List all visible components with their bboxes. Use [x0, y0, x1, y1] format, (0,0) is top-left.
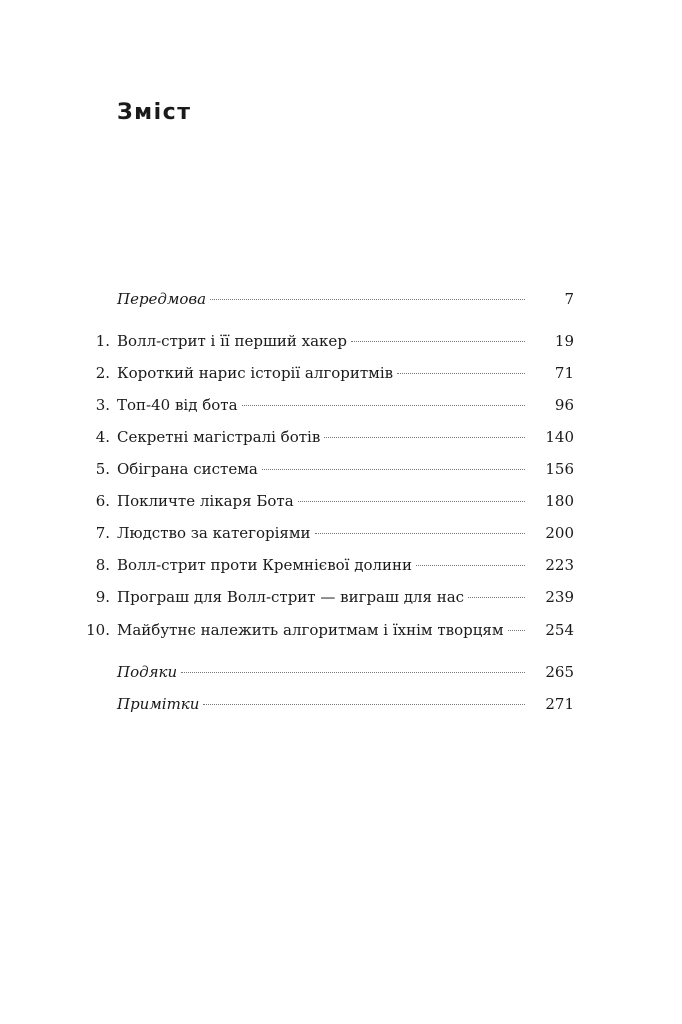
toc-page-number: 265 — [545, 663, 574, 681]
dot-leader — [324, 437, 525, 438]
toc-entry-chapter[interactable] — [0, 458, 682, 480]
toc-entry-chapter[interactable] — [0, 490, 682, 512]
toc-entry-chapter[interactable] — [0, 586, 682, 608]
toc-entry-chapter[interactable] — [0, 426, 682, 448]
toc-entry-label: Програш для Волл-стрит — виграш для нас — [117, 588, 465, 606]
toc-page-number: 271 — [545, 695, 574, 713]
chapter-number: 10. — [86, 621, 110, 639]
toc-entry-label: Секретні магістралі ботів — [117, 428, 321, 446]
toc-page-number: 223 — [545, 556, 574, 574]
toc-page-number: 140 — [545, 428, 574, 446]
toc-entry-label: Передмова — [117, 290, 207, 308]
chapter-number: 9. — [95, 588, 110, 606]
toc-entry-label: Покличте лікаря Бота — [117, 492, 294, 510]
toc-page-number: 180 — [545, 492, 574, 510]
dot-leader — [315, 533, 525, 534]
toc-entry-chapter[interactable] — [0, 619, 682, 641]
toc-page-number: 200 — [545, 524, 574, 542]
chapter-number: 8. — [95, 556, 110, 574]
toc-entry-label: Людство за категоріями — [117, 524, 311, 542]
dot-leader — [416, 565, 525, 566]
dot-leader — [397, 373, 525, 374]
chapter-number: 4. — [95, 428, 110, 446]
chapter-number: 7. — [95, 524, 110, 542]
toc-entry-label: Обіграна система — [117, 460, 258, 478]
toc-entry-chapter[interactable] — [0, 554, 682, 576]
chapter-number: 5. — [95, 460, 110, 478]
toc-entry-notes[interactable] — [0, 693, 682, 715]
dot-leader — [508, 630, 525, 631]
toc-entry-label: Примітки — [117, 695, 200, 713]
toc-page-number: 254 — [545, 621, 574, 639]
dot-leader — [351, 341, 525, 342]
toc-entry-foreword[interactable] — [0, 288, 682, 310]
chapter-number: 3. — [95, 396, 110, 414]
toc-entry-label: Волл-стрит і її перший хакер — [117, 332, 347, 350]
dot-leader — [298, 501, 525, 502]
toc-page-number: 7 — [564, 290, 574, 308]
dot-leader — [242, 405, 525, 406]
chapter-number: 2. — [95, 364, 110, 382]
toc-entry-label: Майбутнє належить алгоритмам і їхнім творцям — [117, 621, 504, 639]
toc-entry-chapter[interactable] — [0, 362, 682, 384]
toc-entry-chapter[interactable] — [0, 394, 682, 416]
dot-leader — [181, 672, 525, 673]
dot-leader — [210, 299, 525, 300]
toc-page-number: 71 — [554, 364, 574, 382]
toc-entry-label: Волл-стрит проти Кремнієвої долини — [117, 556, 413, 574]
toc-entry-label: Короткий нарис історії алгоритмів — [117, 364, 394, 382]
dot-leader — [203, 704, 525, 705]
toc-entry-label: Подяки — [117, 663, 178, 681]
toc-page-number: 96 — [554, 396, 574, 414]
toc-entry-acknowledgements[interactable] — [0, 661, 682, 683]
page-title: Зміст — [117, 100, 192, 125]
chapter-number: 1. — [95, 332, 110, 350]
toc-page-number: 19 — [554, 332, 574, 350]
toc-entry-chapter[interactable] — [0, 522, 682, 544]
toc-entry-chapter[interactable] — [0, 330, 682, 352]
chapter-number: 6. — [95, 492, 110, 510]
toc-entry-label: Топ-40 від бота — [117, 396, 238, 414]
dot-leader — [262, 469, 525, 470]
dot-leader — [468, 597, 525, 598]
toc-page-number: 239 — [545, 588, 574, 606]
toc-page-number: 156 — [545, 460, 574, 478]
